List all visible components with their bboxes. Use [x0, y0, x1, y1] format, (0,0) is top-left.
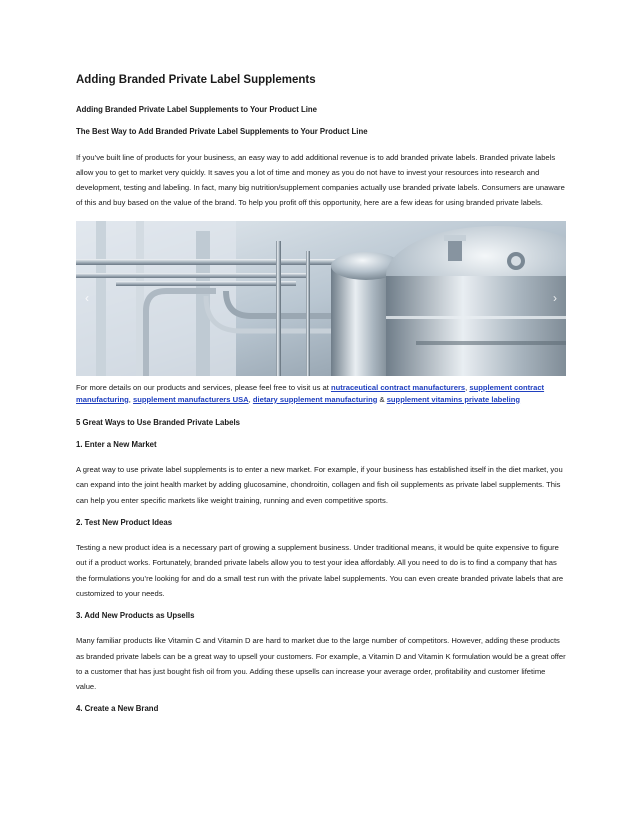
separator: ,	[128, 394, 131, 404]
carousel-next-icon[interactable]: ›	[553, 290, 557, 305]
links-lead-text: For more details on our products and services, please feel free to visit us at	[76, 382, 329, 392]
document-title: Adding Branded Private Label Supplements	[76, 74, 316, 86]
tanks-illustration	[76, 221, 566, 376]
document-content	[76, 74, 566, 726]
intro-paragraph: If you’ve built line of products for your business, an easy way to add additional revenue is to add branded private labels. Branded private labels allow you to get to market very quickly. It saves you a lot of time and money as you do not have to invest your resources into research and development, testing and labeling. In fact, many big nutrition/supplement companies actually use branded private labels. Consumers are unaware of this and buy based on the value of the brand. To help you profit off this opportunity, here are a few ideas for using branded private labels.	[76, 152, 565, 208]
document-subtitle: Adding Branded Private Label Supplements to Your Product Line	[76, 105, 318, 114]
section-heading-3: 3. Add New Products as Upsells	[76, 610, 195, 620]
link-dietary-supplement-manufacturing[interactable]: dietary supplement manufacturing	[252, 394, 378, 404]
separator: ,	[248, 394, 251, 404]
section-body-1: A great way to use private label supplements is to enter a new market. For example, if your business has established itself in the diet market, you can expand into the joint health market by adding glucosamine, chondroitin, collagen and fish oil supplements as private label supplements. This can help you enter specific markets like weight training, running and even competitive sports.	[76, 465, 563, 505]
section-body-2: Testing a new product idea is a necessary part of growing a supplement business. Under traditional means, it would be quite expensive to figure out if a product works. Fortunately, branded private labels allow you to test your idea affordably. All you need to do is to find a company that has the formulations you’re looking for and do a small test run with the private label supplements. You can even create branded private labels that are customized to your needs.	[76, 543, 564, 598]
section-heading-best-way: The Best Way to Add Branded Private Label Supplements to Your Product Line	[76, 127, 368, 137]
link-nutraceutical-contract-manufacturers[interactable]: nutraceutical contract manufacturers	[330, 382, 466, 392]
section-heading-4: 4. Create a New Brand	[76, 704, 159, 714]
link-supplement-manufacturers-usa[interactable]: supplement manufacturers USA	[133, 394, 249, 404]
link-supplement-vitamins-private-labeling[interactable]: supplement vitamins private labeling	[386, 394, 521, 404]
section-body-3: Many familiar products like Vitamin C and Vitamin D are hard to market due to the large number of competitors. However, adding these products as branded private labels can be a great way to upsell your customers. For example, a Vitamin D and Vitamin K formulation would be a great offer to a customer that has just bought fish oil from you. Adding these upsells can increase your average order, profitability and customer lifetime value.	[76, 636, 566, 691]
ampersand: &	[379, 394, 385, 404]
section-heading-2: 2. Test New Product Ideas	[76, 517, 173, 527]
section-heading-1: 1. Enter a New Market	[76, 439, 157, 449]
carousel-prev-icon[interactable]: ‹	[85, 290, 89, 305]
stainless-steel-tanks-photo	[76, 221, 566, 376]
section-title-five-ways: 5 Great Ways to Use Branded Private Labels	[76, 417, 240, 427]
separator: ,	[465, 382, 468, 392]
link-supplement-contract-manufacturing[interactable]: supplement contract manufacturing	[76, 382, 545, 404]
links-paragraph	[76, 382, 566, 406]
